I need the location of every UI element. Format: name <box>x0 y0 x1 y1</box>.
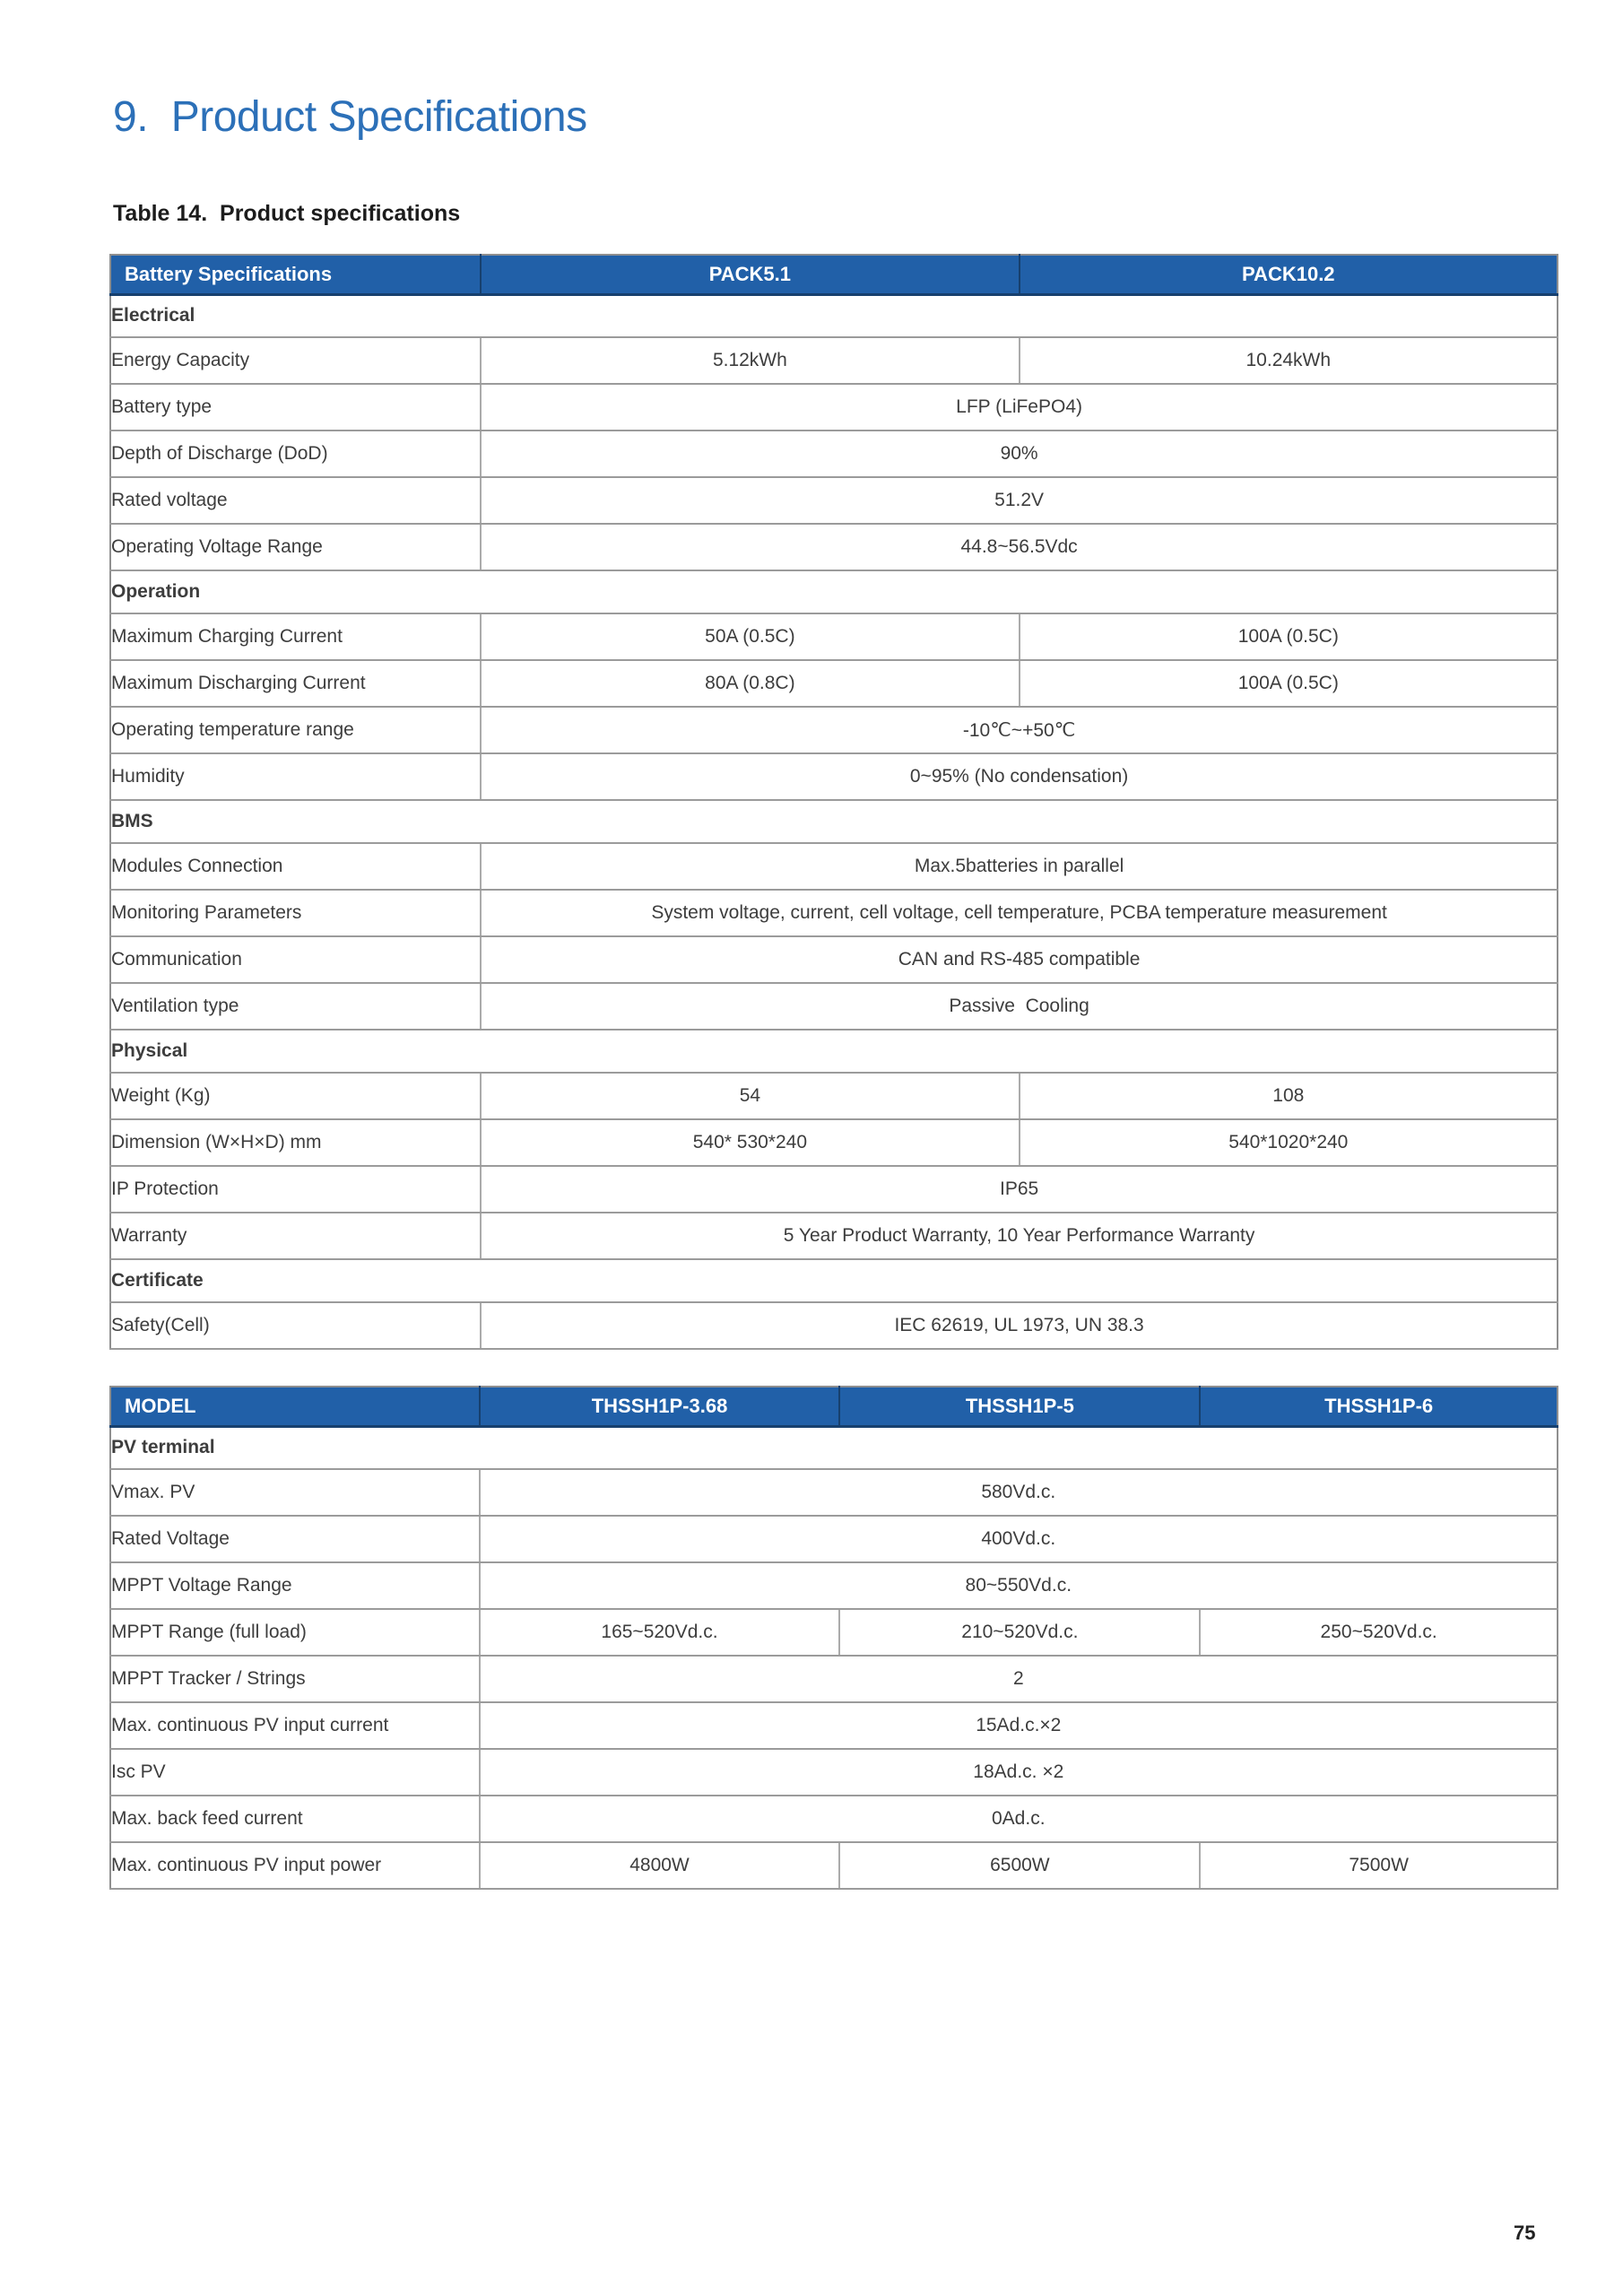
spec-value: 165~520Vd.c. <box>480 1609 840 1656</box>
section-label: Operation <box>110 570 1558 613</box>
spec-label: Operating temperature range <box>110 707 481 753</box>
table-row <box>110 936 1558 983</box>
table-row <box>110 1073 1558 1119</box>
table-row <box>110 753 1558 800</box>
table-header-row <box>110 255 1558 294</box>
table-title-header: Battery Specifications <box>110 255 481 294</box>
spec-label: Max. back feed current <box>110 1796 480 1842</box>
spec-value: 2 <box>480 1656 1558 1702</box>
spec-label: Max. continuous PV input power <box>110 1842 480 1889</box>
table-row <box>110 570 1558 613</box>
table-row <box>110 800 1558 843</box>
spec-value: 540* 530*240 <box>481 1119 1019 1166</box>
spec-value: 80~550Vd.c. <box>480 1562 1558 1609</box>
section-label: PV terminal <box>110 1426 1558 1469</box>
column-header: PACK5.1 <box>481 255 1019 294</box>
spec-label: Maximum Charging Current <box>110 613 481 660</box>
spec-label: Energy Capacity <box>110 337 481 384</box>
battery-specifications-table <box>109 254 1558 1350</box>
column-header: THSSH1P-3.68 <box>480 1387 840 1426</box>
table-row <box>110 1030 1558 1073</box>
spec-value: Passive Cooling <box>481 983 1558 1030</box>
table-row <box>110 1302 1558 1349</box>
spec-value: 0Ad.c. <box>480 1796 1558 1842</box>
column-header: THSSH1P-5 <box>839 1387 1200 1426</box>
spec-label: Warranty <box>110 1213 481 1259</box>
spec-label: Ventilation type <box>110 983 481 1030</box>
table-row <box>110 1796 1558 1842</box>
spec-value: 5.12kWh <box>481 337 1019 384</box>
spec-value: 7500W <box>1200 1842 1558 1889</box>
table-row <box>110 384 1558 430</box>
table-row <box>110 1469 1558 1516</box>
spec-value: 540*1020*240 <box>1020 1119 1558 1166</box>
spec-label: MPPT Voltage Range <box>110 1562 480 1609</box>
spec-value: System voltage, current, cell voltage, cell temperature, PCBA temperature measurement <box>481 890 1558 936</box>
spec-value: 90% <box>481 430 1558 477</box>
table-row <box>110 613 1558 660</box>
table-row <box>110 477 1558 524</box>
table-row <box>110 1119 1558 1166</box>
spec-label: Max. continuous PV input current <box>110 1702 480 1749</box>
section-label: Physical <box>110 1030 1558 1073</box>
page-title: 9. Product Specifications <box>113 93 587 141</box>
spec-label: Vmax. PV <box>110 1469 480 1516</box>
table-row <box>110 843 1558 890</box>
section-label: Electrical <box>110 294 1558 337</box>
table-caption: Table 14. Product specifications <box>113 201 461 226</box>
table-row <box>110 1702 1558 1749</box>
spec-value: 4800W <box>480 1842 840 1889</box>
spec-value: 50A (0.5C) <box>481 613 1019 660</box>
spec-label: Operating Voltage Range <box>110 524 481 570</box>
table-row <box>110 294 1558 337</box>
spec-value: 80A (0.8C) <box>481 660 1019 707</box>
table-row <box>110 983 1558 1030</box>
spec-label: Weight (Kg) <box>110 1073 481 1119</box>
table-row <box>110 1213 1558 1259</box>
spec-label: Isc PV <box>110 1749 480 1796</box>
spec-value: 580Vd.c. <box>480 1469 1558 1516</box>
table-row <box>110 1562 1558 1609</box>
spec-label: Rated voltage <box>110 477 481 524</box>
spec-value: LFP (LiFePO4) <box>481 384 1558 430</box>
section-label: Certificate <box>110 1259 1558 1302</box>
spec-label: Safety(Cell) <box>110 1302 481 1349</box>
page-number: 75 <box>1514 2222 1536 2244</box>
spec-label: Dimension (W×H×D) mm <box>110 1119 481 1166</box>
spec-value: 51.2V <box>481 477 1558 524</box>
spec-value: 100A (0.5C) <box>1020 613 1558 660</box>
section-label: BMS <box>110 800 1558 843</box>
spec-label: IP Protection <box>110 1166 481 1213</box>
spec-value: 44.8~56.5Vdc <box>481 524 1558 570</box>
table-row <box>110 1609 1558 1656</box>
spec-label: MPPT Tracker / Strings <box>110 1656 480 1702</box>
spec-value: 5 Year Product Warranty, 10 Year Performance Warranty <box>481 1213 1558 1259</box>
table-row <box>110 430 1558 477</box>
spec-value: 10.24kWh <box>1020 337 1558 384</box>
table-row <box>110 890 1558 936</box>
spec-value: 6500W <box>839 1842 1200 1889</box>
table-row <box>110 1259 1558 1302</box>
table-row <box>110 660 1558 707</box>
model-specifications-table <box>109 1386 1558 1890</box>
spec-label: MPPT Range (full load) <box>110 1609 480 1656</box>
spec-value: 18Ad.c. ×2 <box>480 1749 1558 1796</box>
spec-label: Communication <box>110 936 481 983</box>
spec-label: Monitoring Parameters <box>110 890 481 936</box>
spec-value: 210~520Vd.c. <box>839 1609 1200 1656</box>
table-row <box>110 1656 1558 1702</box>
spec-label: Rated Voltage <box>110 1516 480 1562</box>
table-header-row <box>110 1387 1558 1426</box>
spec-label: Modules Connection <box>110 843 481 890</box>
table-row <box>110 1166 1558 1213</box>
spec-value: 100A (0.5C) <box>1020 660 1558 707</box>
table-row <box>110 1749 1558 1796</box>
spec-value: 108 <box>1020 1073 1558 1119</box>
spec-value: -10℃~+50℃ <box>481 707 1558 753</box>
spec-value: IEC 62619, UL 1973, UN 38.3 <box>481 1302 1558 1349</box>
spec-label: Depth of Discharge (DoD) <box>110 430 481 477</box>
table-row <box>110 524 1558 570</box>
spec-value: 250~520Vd.c. <box>1200 1609 1558 1656</box>
column-header: PACK10.2 <box>1020 255 1558 294</box>
table-row <box>110 1516 1558 1562</box>
table-row <box>110 1842 1558 1889</box>
table-row <box>110 337 1558 384</box>
spec-label: Maximum Discharging Current <box>110 660 481 707</box>
table-row <box>110 1426 1558 1469</box>
table-row <box>110 707 1558 753</box>
spec-value: 54 <box>481 1073 1019 1119</box>
spec-value: IP65 <box>481 1166 1558 1213</box>
table-title-header: MODEL <box>110 1387 480 1426</box>
spec-value: Max.5batteries in parallel <box>481 843 1558 890</box>
column-header: THSSH1P-6 <box>1200 1387 1558 1426</box>
spec-value: 15Ad.c.×2 <box>480 1702 1558 1749</box>
spec-label: Battery type <box>110 384 481 430</box>
spec-label: Humidity <box>110 753 481 800</box>
spec-value: CAN and RS-485 compatible <box>481 936 1558 983</box>
spec-value: 0~95% (No condensation) <box>481 753 1558 800</box>
spec-value: 400Vd.c. <box>480 1516 1558 1562</box>
